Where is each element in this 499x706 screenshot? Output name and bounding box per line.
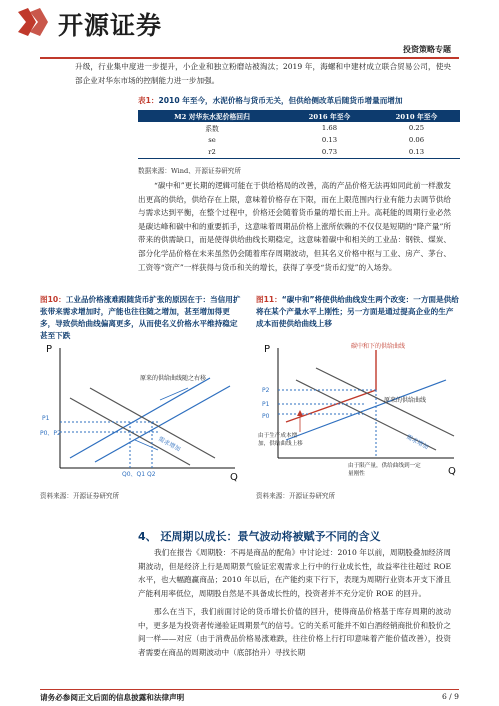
table-row [138,146,460,159]
fig10-caption-text: 工业品价格涨难跟随货币扩张的原因在于：当信用扩张带来需求增加时，产能也往往随之增加，甚至增加得更多，导致供给曲线偏离更多，从而使名义价格水平维持稳定甚至下跌 [40,295,241,340]
section-4-heading [138,528,381,544]
body-paragraph-2: 我们在报告《周期股：不再是商品的配角》中讨论过：2010 年以前，周期股叠加经济周期波动，但是经济上行是周期景气验证宏观需求上行中的行业成长性，故益率往往超过 ROE 水平，也大幅跑赢商品；2010 年以后，在产能约束下行下，表现为周期行业资本开支下滑且产能利用率低位，周期股自然是不具备成长性的，投资者并不充分定价 ROE 的回升。 [138,548,451,598]
table-cell: 0.73 [286,146,373,159]
fig11-new-supply-label: 碳中和下的供给曲线 [351,343,406,350]
fig10-caption [40,294,245,342]
fig11-supply-demand-diagram [256,340,461,482]
table-header-cell: M2 对华东水泥价格回归 [138,110,286,122]
table-cell: 系数 [205,125,219,133]
footer-divider [40,689,459,690]
section-title: 还周期以成长：景气波动将被赋予不同的含义 [160,530,381,543]
fig10-x-axis-label: Q [230,472,238,482]
fig11-p1-label: P1 [262,401,270,408]
fig10-orig-supply-label: 原来的供给曲线随之右移 [140,375,207,382]
table1-source: 数据来源：Wind、开源证券研究所 [138,167,241,175]
fig11-x-axis-label: Q [448,466,456,477]
fig10-source: 资料来源：开源证券研究所 [40,492,120,500]
table-row [138,134,460,146]
fig11-p2-label: P2 [262,387,270,394]
fig10-y-axis-label: P [46,344,53,355]
fig11-caption-number: 图11： [256,295,282,304]
table-cell: 0.13 [373,146,460,159]
fig11-caption [256,294,460,330]
fig11-source: 资料来源：开源证券研究所 [256,492,336,500]
section-number: 4、 [138,530,157,543]
body-paragraph-3: 那么在当下，我们前面讨论的货币增长价值的回升，使得商品价格基于库存周期的波动中，更多是为投资者传递验证周期景气的信号。它的关系可能并不如白酒经销商批价和股价之间一样——对应（由于消费品价格易涨难跌，往往价格上行打印意味着产能价值改善），投资者需要在商品的周期波动中（底部抬升）寻找长期 [138,607,451,657]
fig10-supply-curve-shifted [95,386,230,462]
table1-caption-text: 2010 年至今，水泥价格与货币无关，但供给侧改革后随货币增量而增加 [158,96,403,105]
fig10-caption-number: 图10： [40,295,66,304]
company-logo-text: 开源证券 [58,11,163,40]
company-logo-icon [18,8,54,36]
table-cell: se [208,136,216,144]
table-header-cell: 2016 年至今 [286,110,373,122]
fig11-demand-shift-label: 需求增加 [405,433,430,452]
table-cell: 0.06 [408,136,425,144]
header-divider [40,57,459,59]
fig10-q-label: Q0、Q1 Q2 [122,471,156,478]
fig10-demand-shift-label: 需求增加 [157,435,182,454]
fig10-p0-label: P0、P2 [40,430,61,437]
fig10-supply-demand-diagram [40,340,245,482]
fig11-caption-text: “碳中和”将使供给曲线发生两个改变：一方面是供给将在某个产量水平上刚性；另一方面是通过提高企业的生产成本而使供给曲线上移 [256,295,459,328]
fig11-cap-rigid-note: 由于限产量，供给曲线到一定量刚性 [348,463,421,477]
fig11-supply-curve-original [286,380,446,440]
table-cell: 0.13 [321,136,338,144]
fig10-supply-curve-original [70,378,210,458]
table1-caption [138,95,458,107]
fig11-y-axis-label: P [264,344,271,355]
footer-disclaimer: 请务必参阅正文后面的信息披露和法律声明 [40,693,185,702]
document-type-label: 投资策略专题 [403,44,451,54]
fig11-p0-label: P0 [262,413,270,420]
regression-table [138,110,460,159]
fig11-arrow-head-icon [297,410,303,416]
fig10-p1-label: P1 [42,415,50,422]
page-number: 6 / 9 [441,692,459,701]
table-cell: 0.25 [408,124,425,132]
fig11-orig-supply-label: 原来的供给曲线 [384,397,427,404]
table-cell: r2 [138,146,286,159]
intro-paragraph: 升级，行业集中度进一步提升，小企业和独立粉磨站被淘汰；2019 年，海螺和中建材成立联合贸易公司，使央部企业对华东市场的控制能力进一步加强。 [75,62,451,85]
table1-caption-number: 表1： [138,96,159,105]
table-header-cell: 2010 年至今 [373,110,460,122]
fig11-cost-up-note: 由于生产成本增加，供给曲线上移 [258,433,303,447]
body-paragraph-1: “碳中和”更长期的逻辑可能在于供给格局的改善，高的产品价格无法再如同此前一样激发出更高的供给，供给存在上限，意味着价格存在下限，而在上限范围内行业有能力去调节供给与需求达到平衡，在整个过程中，价格还会随着货币量的增长而上升。高耗能的周期行业必然是碳达峰和碳中和的重要抓手，这意味着周期品价格上涨所依赖的不仅仅是短期的“降产量”所带来的供需缺口，而是使得供给曲线长期稳定，这意味着碳中和相关的工业品：钢铁、煤炭、部分化学品价格在未来虽然仍会随着库存周期波动，但其名义价格中枢与工业、房产、茅台、工资等“资产”一样获得与货币和关的增长，获得了享受“货币幻觉”的入场券。 [138,181,451,272]
table-row [138,122,460,134]
table-cell: 1.68 [321,124,338,132]
